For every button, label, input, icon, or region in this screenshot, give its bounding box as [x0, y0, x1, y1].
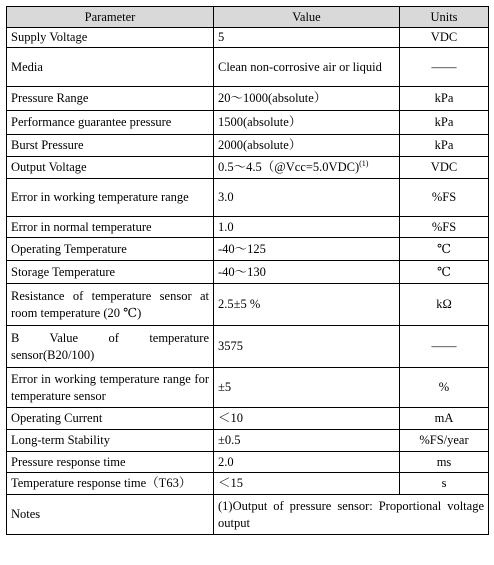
value-cell: ±0.5	[214, 430, 400, 452]
table-row	[7, 48, 489, 87]
parameter-cell: Error in working temperature range for temperature sensor	[7, 368, 214, 408]
value-cell: 3.0	[214, 179, 400, 217]
table-row	[7, 87, 489, 111]
units-cell: ℃	[400, 261, 489, 284]
table-row	[7, 111, 489, 135]
value-cell: 20～1000(absolute）	[214, 87, 400, 111]
parameter-cell: Pressure Range	[7, 87, 214, 111]
notes-row	[7, 495, 489, 535]
footnote-marker: (1)	[359, 158, 369, 168]
units-cell: ℃	[400, 238, 489, 261]
parameter-cell: Error in working temperature range	[7, 179, 214, 217]
table-row	[7, 284, 489, 326]
table-row	[7, 408, 489, 430]
parameter-cell: Temperature response time（T63）	[7, 473, 214, 495]
table-row	[7, 135, 489, 157]
parameter-cell: Burst Pressure	[7, 135, 214, 157]
parameter-cell: Long-term Stability	[7, 430, 214, 452]
value-cell: 2000(absolute）	[214, 135, 400, 157]
units-cell: mA	[400, 408, 489, 430]
table-row	[7, 430, 489, 452]
units-cell: ——	[400, 326, 489, 368]
parameter-cell: Pressure response time	[7, 452, 214, 473]
table-row	[7, 326, 489, 368]
units-cell: ——	[400, 48, 489, 87]
units-cell: ms	[400, 452, 489, 473]
value-cell: 5	[214, 28, 400, 48]
value-cell: Clean non-corrosive air or liquid	[214, 48, 400, 87]
units-cell: %	[400, 368, 489, 408]
table-row	[7, 179, 489, 217]
header-parameter: Parameter	[7, 7, 214, 28]
table-row	[7, 217, 489, 238]
parameter-cell: Error in normal temperature	[7, 217, 214, 238]
parameter-cell: Performance guarantee pressure	[7, 111, 214, 135]
units-cell: kPa	[400, 111, 489, 135]
value-cell: ±5	[214, 368, 400, 408]
table-header-row	[7, 7, 489, 28]
units-cell: kΩ	[400, 284, 489, 326]
units-cell: VDC	[400, 157, 489, 179]
value-cell: 1.0	[214, 217, 400, 238]
table-row	[7, 157, 489, 179]
parameter-cell: B Value of temperature sensor(B20/100)	[7, 326, 214, 368]
value-cell: 1500(absolute）	[214, 111, 400, 135]
value-cell: -40～125	[214, 238, 400, 261]
value-cell: ＜10	[214, 408, 400, 430]
value-cell: 2.5±5 %	[214, 284, 400, 326]
table-row	[7, 452, 489, 473]
table-row	[7, 473, 489, 495]
units-cell: s	[400, 473, 489, 495]
spec-table	[6, 6, 489, 535]
parameter-cell: Storage Temperature	[7, 261, 214, 284]
units-cell: %FS	[400, 217, 489, 238]
parameter-cell: Media	[7, 48, 214, 87]
parameter-cell: Supply Voltage	[7, 28, 214, 48]
header-units: Units	[400, 7, 489, 28]
parameter-cell: Output Voltage	[7, 157, 214, 179]
header-value: Value	[214, 7, 400, 28]
notes-label: Notes	[7, 495, 214, 535]
value-cell: 2.0	[214, 452, 400, 473]
table-row	[7, 238, 489, 261]
notes-text: (1)Output of pressure sensor: Proportional voltage output	[214, 495, 489, 535]
table-row	[7, 368, 489, 408]
units-cell: %FS/year	[400, 430, 489, 452]
parameter-cell: Operating Temperature	[7, 238, 214, 261]
units-cell: kPa	[400, 87, 489, 111]
parameter-cell: Operating Current	[7, 408, 214, 430]
parameter-cell: Resistance of temperature sensor at room temperature (20 ℃)	[7, 284, 214, 326]
value-cell: 3575	[214, 326, 400, 368]
units-cell: VDC	[400, 28, 489, 48]
table-row	[7, 28, 489, 48]
table-row	[7, 261, 489, 284]
value-cell	[214, 157, 400, 179]
value-text: 0.5～4.5（@Vcc=5.0VDC)	[218, 160, 360, 174]
units-cell: kPa	[400, 135, 489, 157]
value-cell: ＜15	[214, 473, 400, 495]
value-cell: -40～130	[214, 261, 400, 284]
units-cell: %FS	[400, 179, 489, 217]
